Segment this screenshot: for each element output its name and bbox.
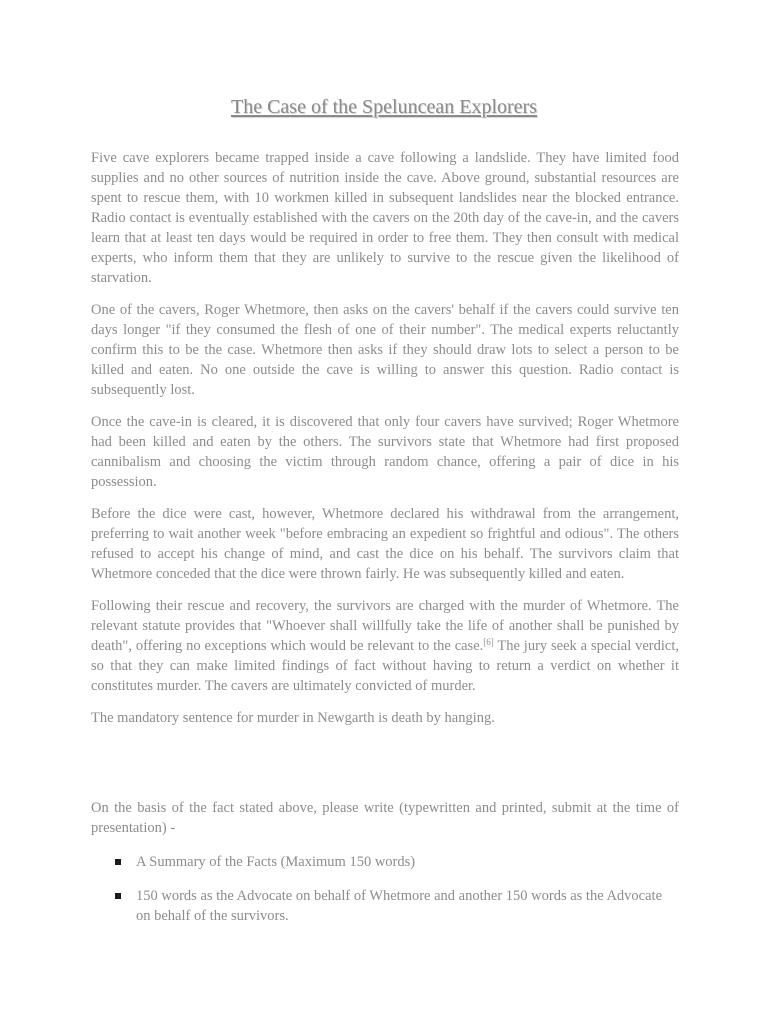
bullet-square-icon	[115, 893, 121, 899]
paragraph-4: Before the dice were cast, however, Whetmore declared his withdrawal from the arrangement, preferring to wait another week "before embracing an expedient so frightful and odious". The others refused to accept his change of mind, and cast the dice on his behalf. The survivors claim that Whetmore conceded that the dice were thrown fairly. He was subsequently killed and eaten.	[91, 506, 679, 582]
paragraph-5-text: Following their rescue and recovery, the survivors are charged with the murder of Whetmore. The relevant statute provides that "Whoever shall willfully take the life of another shall be punished by death", offering no exceptions which would be relevant to the case.	[91, 598, 679, 654]
document-body	[91, 148, 679, 728]
instructions-section	[91, 798, 679, 940]
paragraph-3: Once the cave-in is cleared, it is discovered that only four cavers have survived; Roger Whetmore had been killed and eaten by the others. The survivors state that Whetmore had first proposed cannibalism and choosing the victim through random chance, offering a pair of dice in his possession.	[91, 414, 679, 490]
paragraph-2: One of the cavers, Roger Whetmore, then asks on the cavers' behalf if the cavers could survive ten days longer "if they consumed the flesh of one of their number". The medical experts reluctantly confirm this to be the case. Whetmore then asks if they should draw lots to select a person to be killed and eaten. No one outside the cave is willing to answer this question. Radio contact is subsequently lost.	[91, 302, 679, 398]
paragraph-1: Five cave explorers became trapped inside a cave following a landslide. They have limited food supplies and no other sources of nutrition inside the cave. Above ground, substantial resources are spent to rescue them, with 10 workmen killed in subsequent landslides near the blocked entrance. Radio contact is eventually established with the cavers on the 20th day of the cave-in, and the cavers learn that at least ten days would be required in order to free them. They then consult with medical experts, who inform them that they are unlikely to survive to the rescue given the likelihood of starvation.	[91, 150, 679, 286]
list-item	[91, 852, 679, 872]
document-title: The Case of the Speluncean Explorers	[230, 96, 537, 118]
paragraph-6: The mandatory sentence for murder in Newgarth is death by hanging.	[91, 710, 495, 726]
list-item-text: 150 words as the Advocate on behalf of Whetmore and another 150 words as the Advocate on behalf of the survivors.	[136, 888, 663, 924]
instructions-intro: On the basis of the fact stated above, please write (typewritten and printed, submit at the time of presentation) -	[91, 800, 679, 836]
list-item-text: A Summary of the Facts (Maximum 150 words)	[136, 854, 416, 870]
paragraph-5-text-continued: The jury seek a special verdict, so that they can make limited findings of fact without having to return a verdict on whether it constitutes murder. The cavers are ultimately convicted of murder.	[91, 638, 679, 694]
bullet-square-icon	[115, 859, 121, 865]
paragraph-5	[91, 596, 679, 696]
list-item	[91, 886, 679, 926]
instructions-list	[91, 852, 679, 926]
footnote-reference[interactable]: [6]	[483, 637, 494, 647]
